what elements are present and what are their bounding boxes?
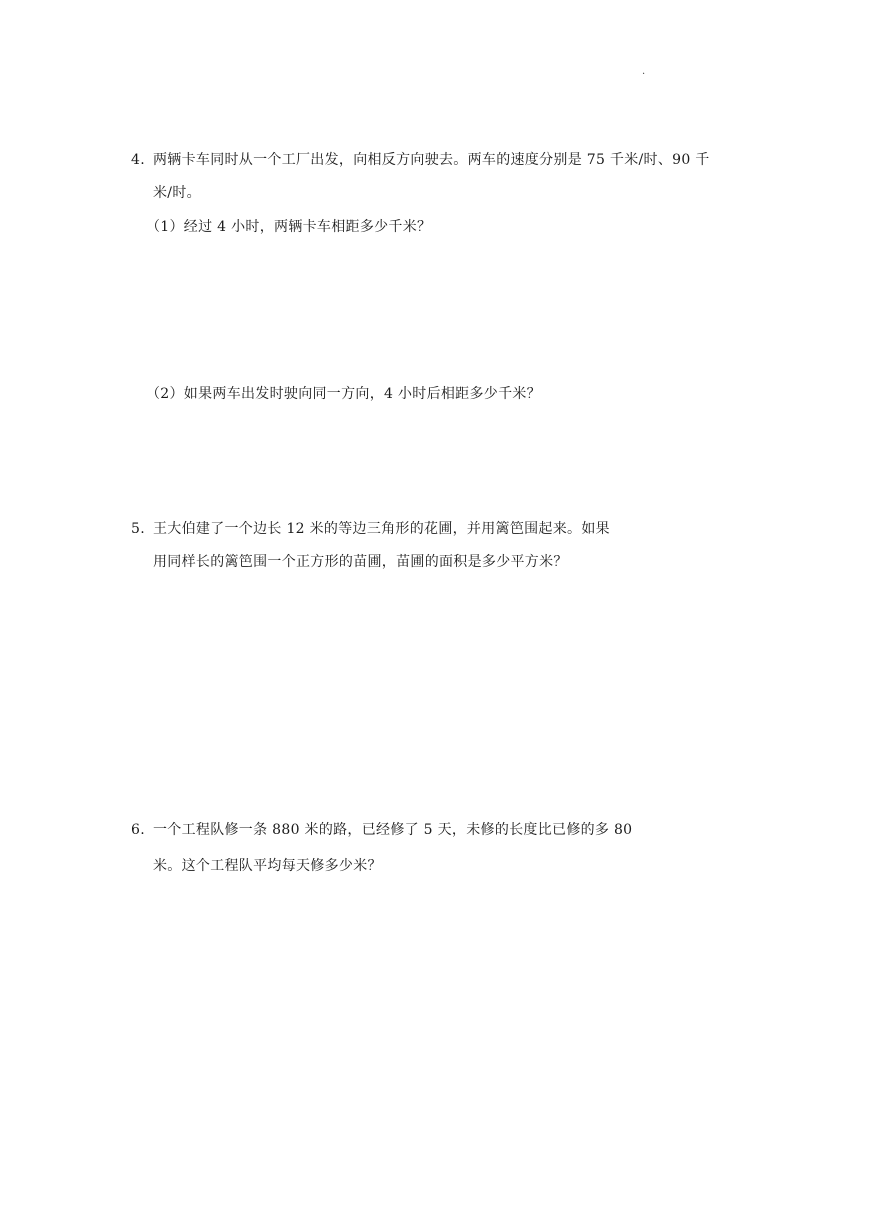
question-4-number: 4. xyxy=(131,152,145,168)
question-4-text-2: 米/时。 xyxy=(153,185,201,201)
question-4-line-1 xyxy=(131,150,710,170)
question-4-sub-1: （1）经过 4 小时，两辆卡车相距多少千米？ xyxy=(146,219,432,235)
question-6-number: 6. xyxy=(131,822,145,838)
question-6-text-2: 米。这个工程队平均每天修多少米？ xyxy=(153,858,382,874)
question-5-line-1 xyxy=(131,519,610,539)
question-5-text-2: 用同样长的篱笆围一个正方形的苗圃，苗圃的面积是多少平方米？ xyxy=(153,554,568,570)
question-5-text-1: 王大伯建了一个边长 12 米的等边三角形的花圃，并用篱笆围起来。如果 xyxy=(153,521,610,537)
page-mark: . xyxy=(642,66,646,77)
question-4-text-1: 两辆卡车同时从一个工厂出发，向相反方向驶去。两车的速度分别是 75 千米/时、90 千 xyxy=(153,152,710,168)
question-6-text-1: 一个工程队修一条 880 米的路，已经修了 5 天，未修的长度比已修的多 80 xyxy=(153,822,633,838)
question-4-sub-2: （2）如果两车出发时驶向同一方向，4 小时后相距多少千米？ xyxy=(146,386,541,402)
question-6-line-1 xyxy=(131,820,632,840)
question-5-number: 5. xyxy=(131,521,145,537)
